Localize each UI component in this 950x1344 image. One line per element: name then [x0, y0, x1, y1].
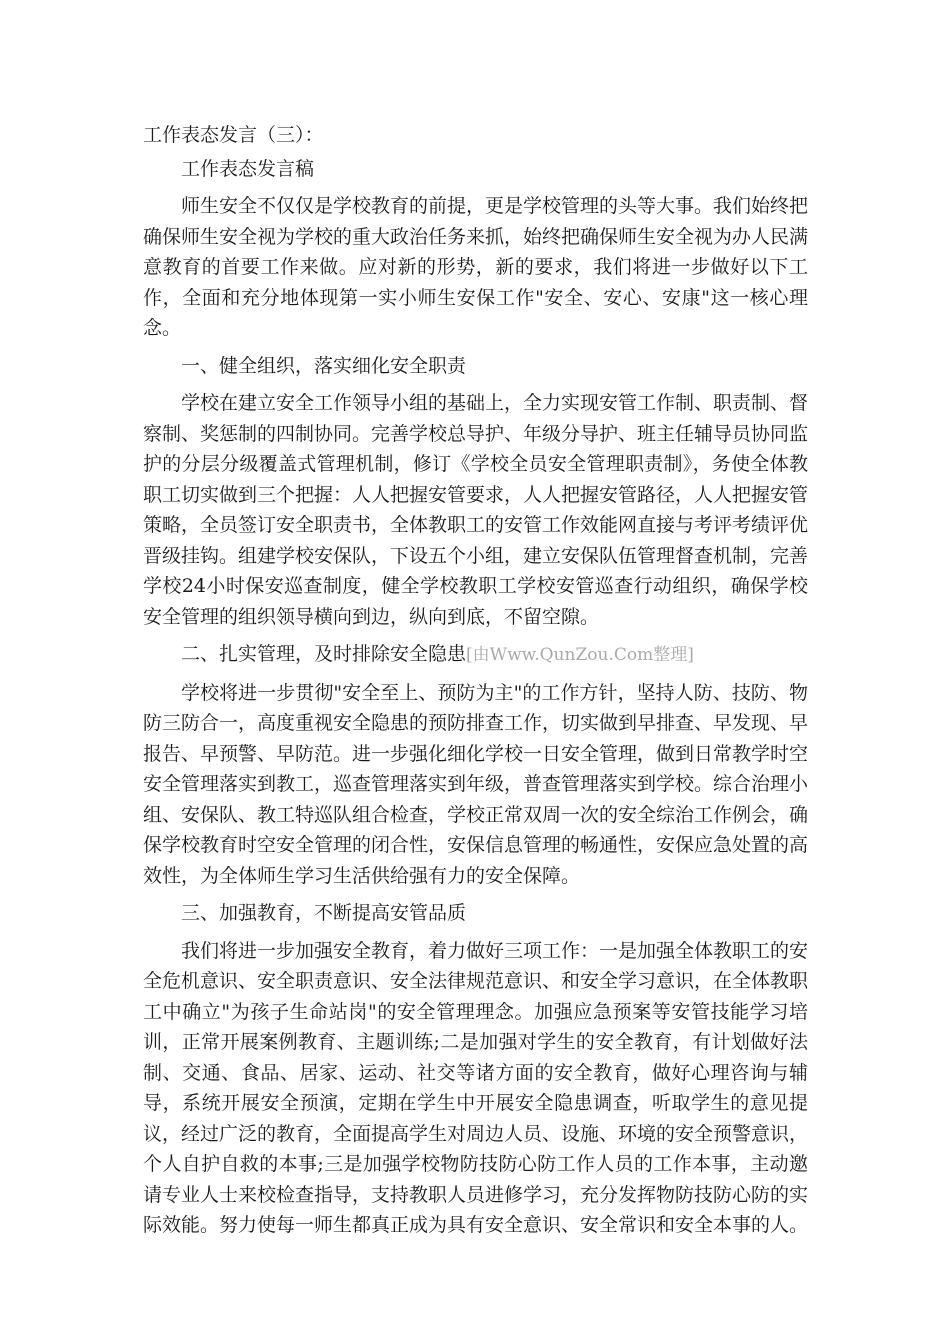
- section-2-title-line: [143, 639, 808, 671]
- section-2-paragraph: 学校将进一步贯彻"安全至上、预防为主"的工作方针，坚持人防、技防、物防三防合一，高度重视安全隐患的预防排查工作，切实做到早排查、早发现、早报告、早预警、早防范。进一步强化细化学校一日安全管理，做到日常教学时空安全管理落实到教工，巡查管理落实到年级，普查管理落实到学校。综合治理小组、安保队、教工特巡队组合检查，学校正常双周一次的安全综治工作例会，确保学校教育时空安全管理的闭合性，安保信息管理的畅通性，安保应急处置的高效性，为全体师生学习生活供给强有力的安全保障。: [143, 681, 809, 887]
- section-1-title: 一、健全组织，落实细化安全职责: [181, 354, 467, 377]
- document-header: 工作表态发言（三）：: [143, 124, 324, 146]
- section-1-paragraph: 学校在建立安全工作领导小组的基础上，全力实现安管工作制、职责制、督察制、奖惩制的四制协同。完善学校总导护、年级分导护、班主任辅导员协同监护的分层分级覆盖式管理机制，修订《学校全员安全管理职责制》，务使全体教职工切实做到三个把握：人人把握安管要求，人人把握安管路径，人人把握安管策略，全员签订安全职责书，全体教职工的安管工作效能网直接与考评考绩评优晋级挂钩。组建学校安保队，下设五个小组，建立安保队伍管理督查机制，完善学校24小时保安巡查制度，健全学校教职工学校安管巡查行动组织，确保学校安全管理的组织领导横向到边，纵向到底，不留空隙。: [143, 392, 809, 628]
- document-body: [143, 120, 808, 1248]
- section-3-paragraph: 我们将进一步加强安全教育，着力做好三项工作：一是加强全体教职工的安全危机意识、安全职责意识、安全法律规范意识、和安全学习意识，在全体教职工中确立"为孩子生命站岗"的安全管理理念。加强应急预案等安管技能学习培训，正常开展案例教育、主题训练;二是加强对学生的安全教育，有计划做好法制、交通、食品、居家、运动、社交等诸方面的安全教育，做好心理咨询与辅导，系统开展安全预演，定期在学生中开展安全隐患调查，听取学生的意见提议，经过广泛的教育，全面提高学生对周边人员、设施、环境的安全预警意识，个人自护自救的本事;三是加强学校物防技防心防工作人员的工作本事，主动邀请专业人士来校检查指导，支持教职人员进修学习，充分发挥物防技防心防的实际效能。努力使每一师生都真正成为具有安全意识、安全常识和安全本事的人。: [143, 939, 809, 1236]
- section-3-title: 三、加强教育，不断提高安管品质: [181, 902, 467, 924]
- document-subtitle: 工作表态发言稿: [181, 157, 315, 180]
- source-watermark: [由Www.QunZou.Com整理]: [466, 645, 694, 665]
- intro-paragraph: 师生安全不仅仅是学校教育的前提，更是学校管理的头等大事。我们始终把确保师生安全视为学校的重大政治任务来抓，始终把确保师生安全视为办人民满意教育的首要工作来做。应对新的形势，新的要求，我们将进一步做好以下工作，全面和充分地体现第一实小师生安保工作"安全、安心、安康"这一核心理念。: [143, 195, 809, 339]
- section-2-title: 二、扎实管理，及时排除安全隐患: [181, 643, 467, 665]
